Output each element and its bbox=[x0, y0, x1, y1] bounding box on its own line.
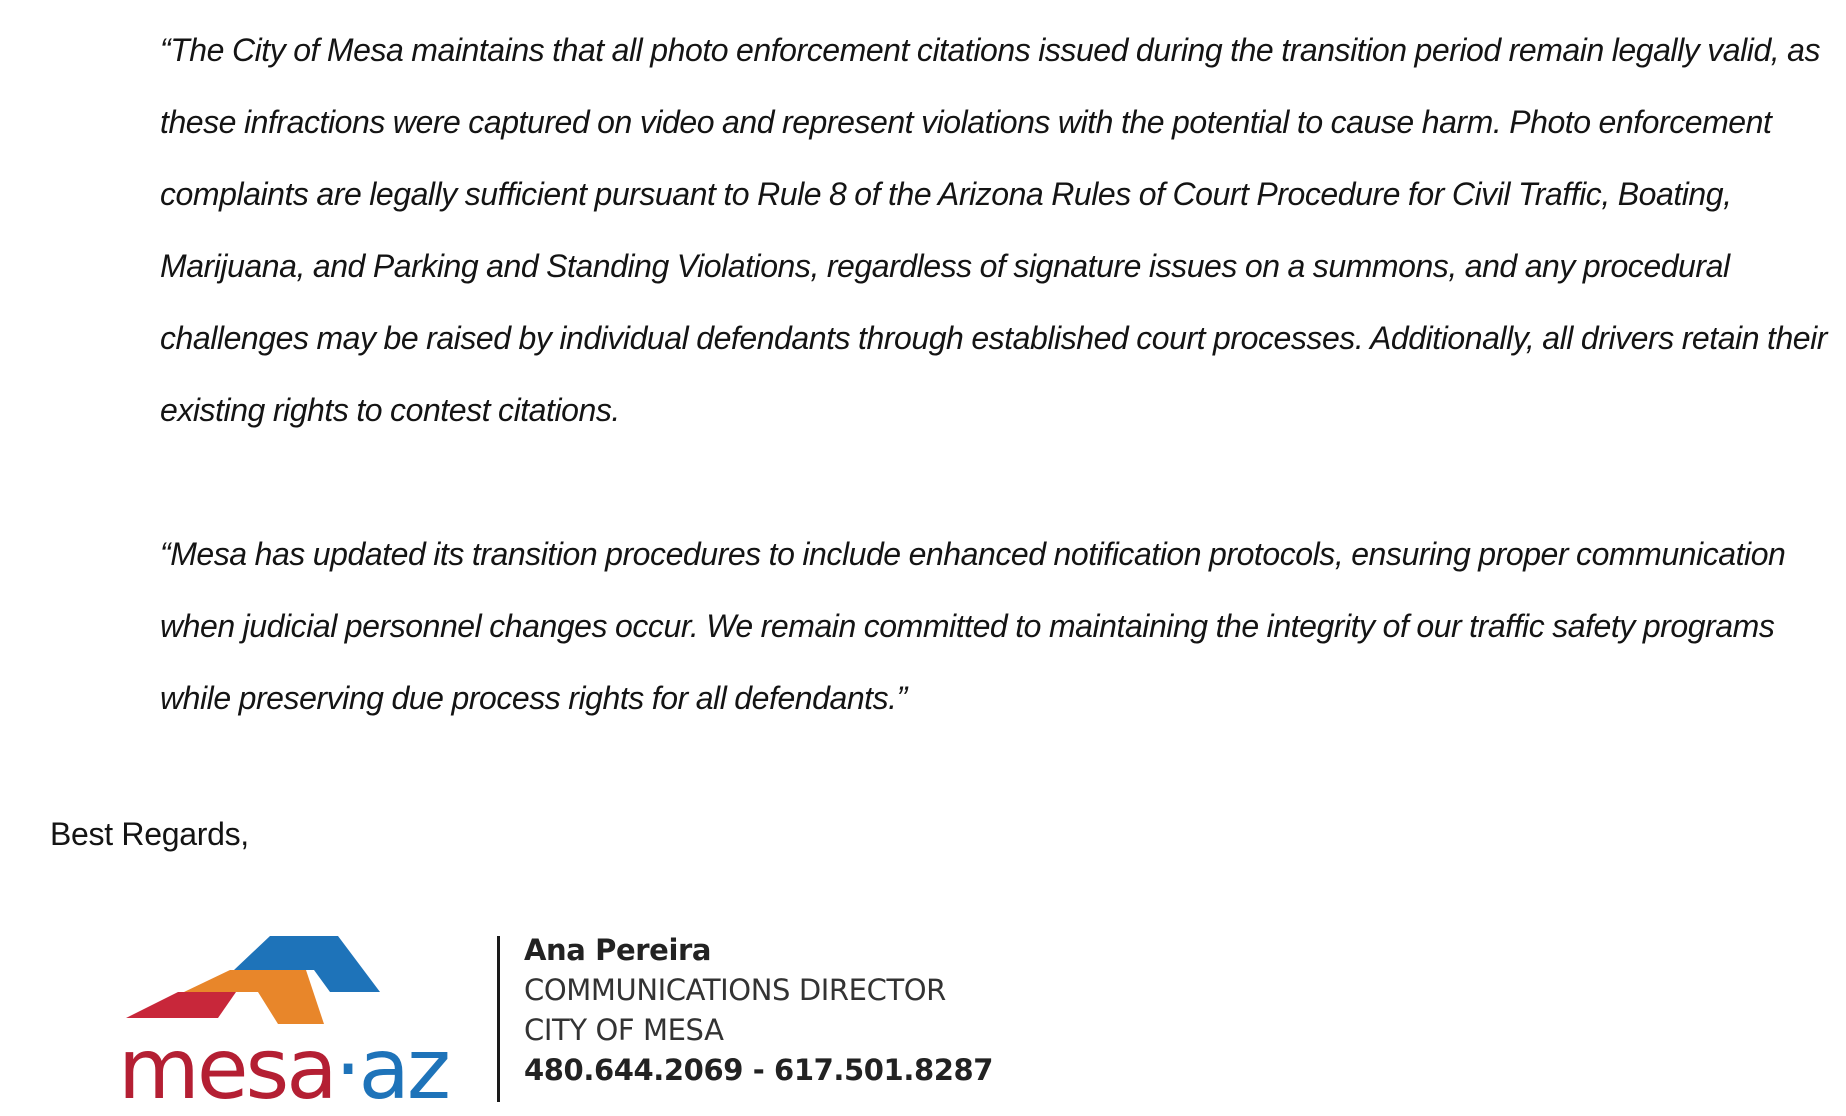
signature-details bbox=[524, 930, 993, 1090]
signature-divider bbox=[497, 936, 500, 1102]
logo-wordmark: mesa·az bbox=[118, 1020, 449, 1108]
statement-paragraph-2: “Mesa has updated its transition procedures to include enhanced notification protocols, ensuring proper communication when judicial personnel changes occur. We remain committed to maintaining the integrity of our traffic safety programs while preserving due process rights for all defendants.” bbox=[160, 536, 1786, 716]
statement-paragraph-1: “The City of Mesa maintains that all photo enforcement citations issued during the transition period remain legally valid, as these infractions were captured on video and represent violations with the potential to cause harm. Photo enforcement complaints are legally sufficient pursuant to Rule 8 of the Arizona Rules of Court Procedure for Civil Traffic, Boating, Marijuana, and Parking and Standing Violations, regardless of signature issues on a summons, and any procedural challenges may be raised by individual defendants through established court processes. Additionally, all drivers retain their existing rights to contest citations. bbox=[160, 32, 1828, 428]
logo-red-stripe bbox=[126, 992, 236, 1018]
email-signature bbox=[118, 930, 998, 1110]
signature-name: Ana Pereira bbox=[524, 933, 712, 967]
signature-title: COMMUNICATIONS DIRECTOR bbox=[524, 973, 946, 1007]
signature-phone-numbers: 480.644.2069 - 617.501.8287 bbox=[524, 1053, 994, 1087]
signature-organization: CITY OF MESA bbox=[524, 1013, 724, 1047]
statement-body bbox=[160, 14, 1832, 734]
mesa-az-logo bbox=[118, 930, 488, 1108]
closing-line: Best Regards, bbox=[50, 816, 249, 852]
